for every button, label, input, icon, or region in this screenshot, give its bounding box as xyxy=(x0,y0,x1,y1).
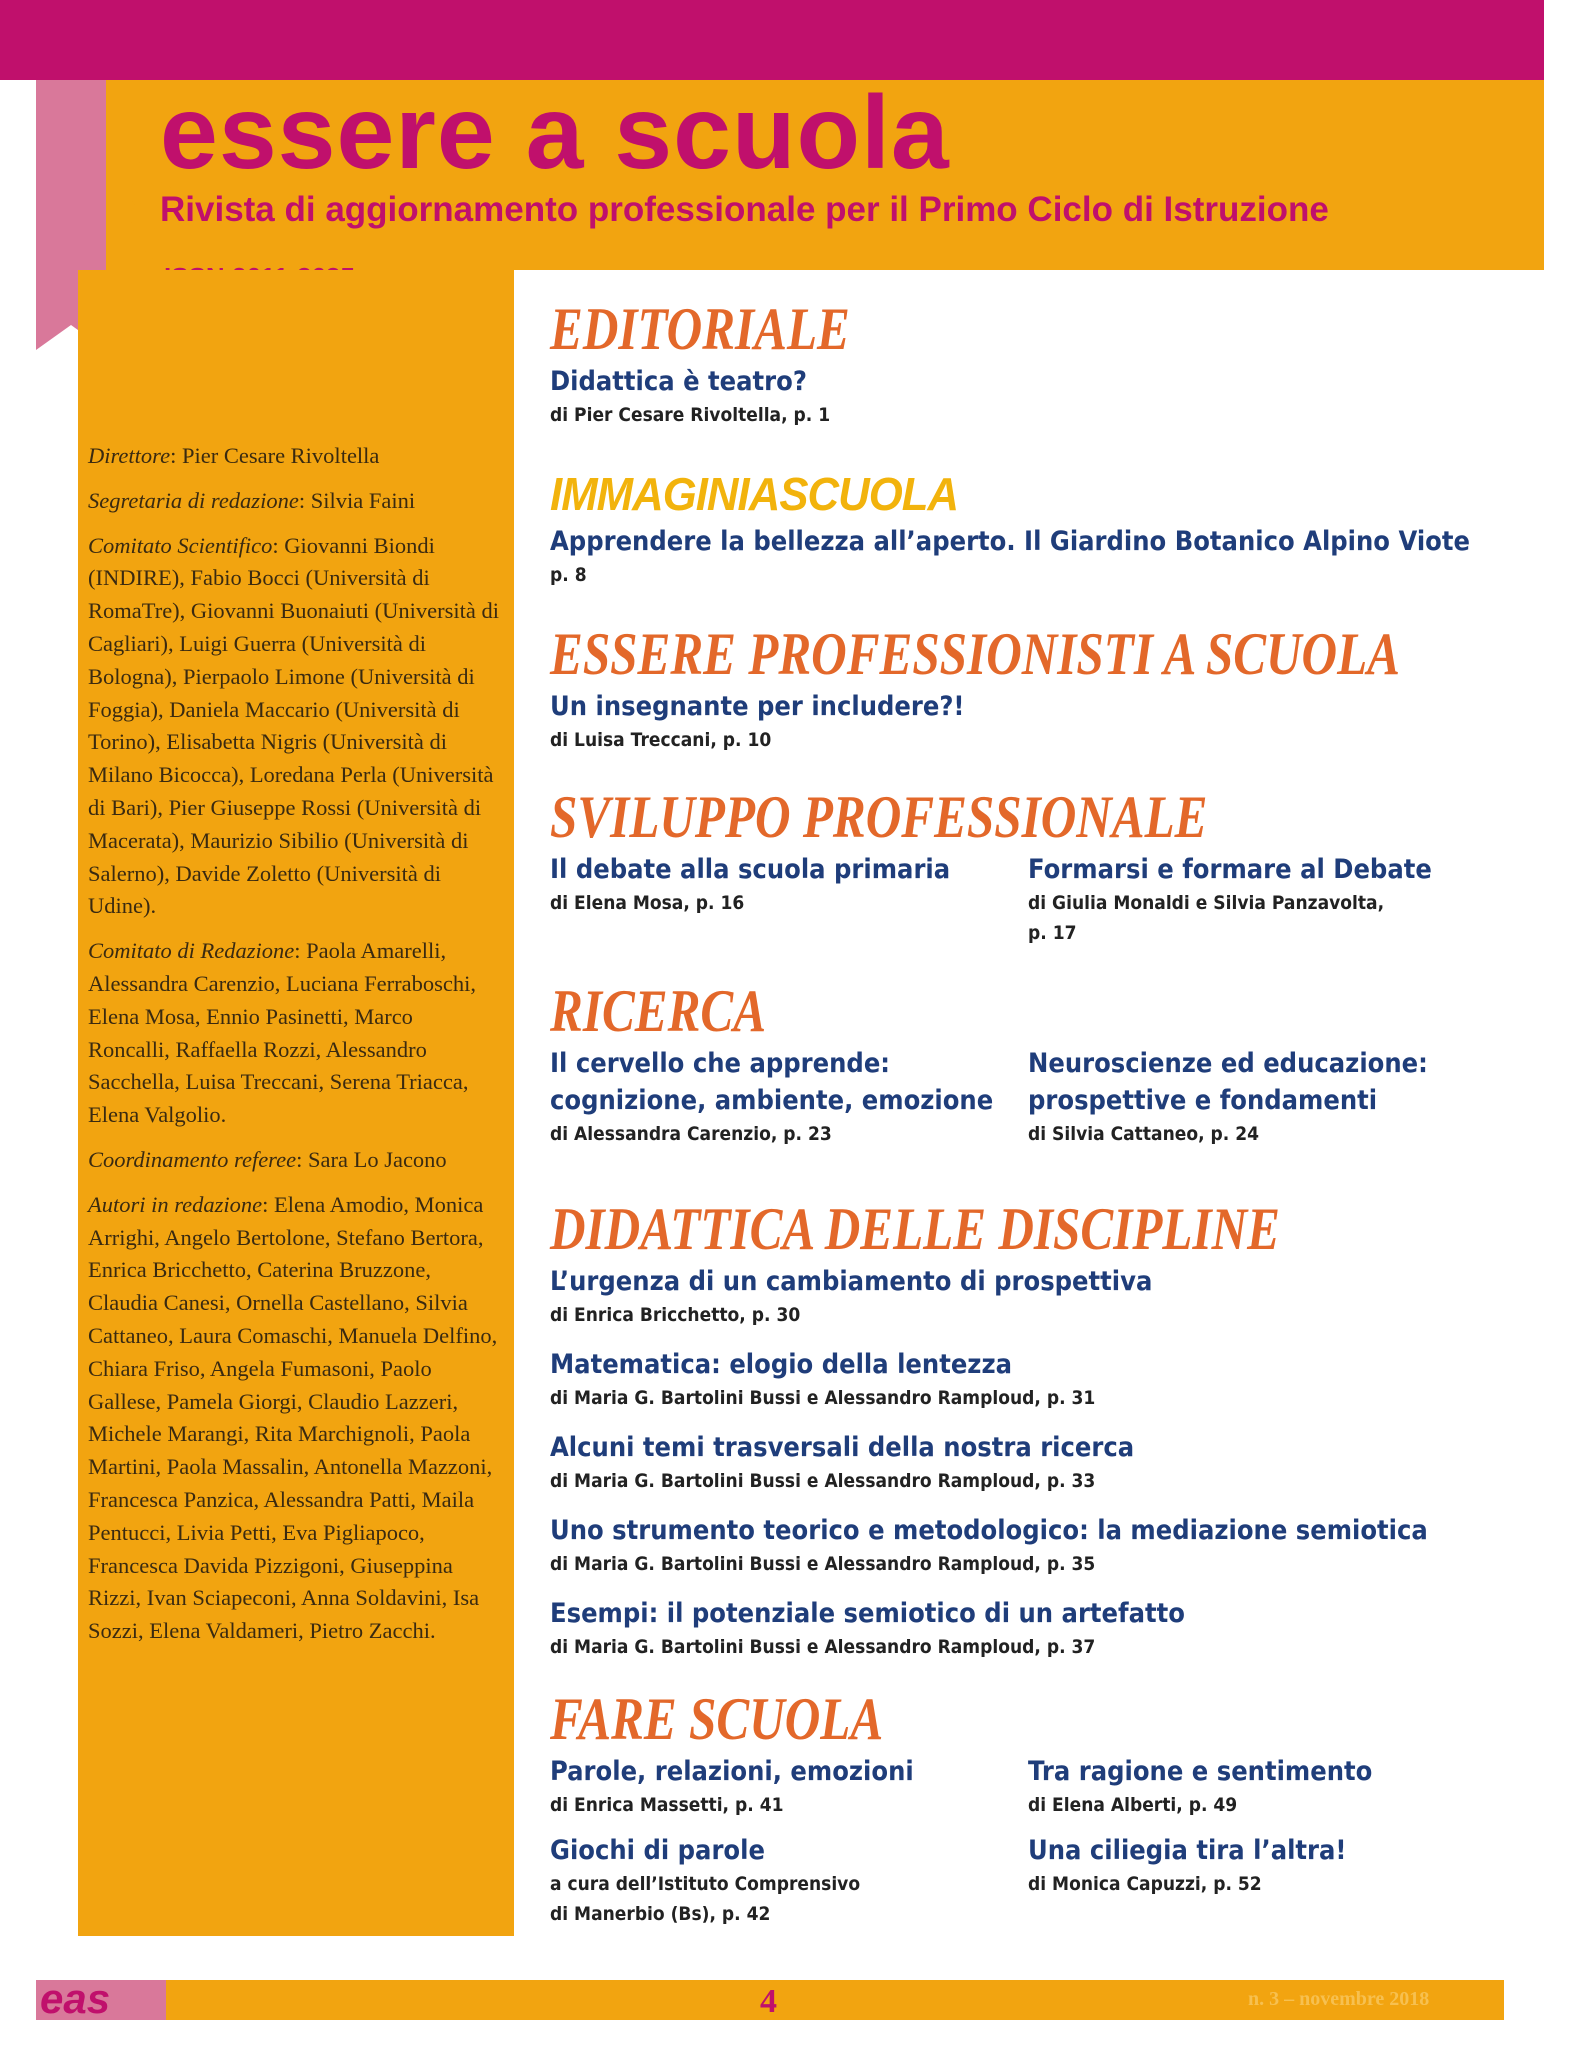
article-title[interactable]: Il cervello che apprende: xyxy=(550,1048,891,1079)
article-title[interactable]: Didattica è teatro? xyxy=(550,366,807,397)
article-title[interactable]: Tra ragione e sentimento xyxy=(1028,1756,1373,1787)
article-title[interactable]: Matematica: elogio della lentezza xyxy=(550,1349,1012,1380)
svg-text:eas: eas xyxy=(114,133,203,267)
section-title: ESSERE PROFESSIONISTI A SCUOLA xyxy=(550,621,1400,687)
article-title[interactable]: Il debate alla scuola primaria xyxy=(550,854,951,885)
masthead-margin xyxy=(0,80,40,270)
section-editoriale xyxy=(550,295,916,430)
section-professionisti xyxy=(550,620,1587,755)
top-color-bar xyxy=(0,0,1544,80)
credit-block: Segretaria di redazione: Silvia Faini xyxy=(88,487,416,513)
article-title[interactable]: Uno strumento teorico e metodologico: la mediazione semiotica xyxy=(550,1515,1428,1546)
section-title: RICERCA xyxy=(550,978,767,1044)
article-meta: di Luisa Treccani, p. 10 xyxy=(550,729,772,751)
article-meta: p. 8 xyxy=(550,564,587,586)
article-meta: di Maria G. Bartolini Bussi e Alessandro Ramploud, p. 35 xyxy=(550,1553,1096,1575)
section-title: IMMAGINIASCUOLA xyxy=(550,468,959,520)
page-number: 4 xyxy=(760,1983,777,2020)
article-meta: a cura dell’Istituto Comprensivo xyxy=(550,1873,861,1895)
article-meta: di Maria G. Bartolini Bussi e Alessandro Ramploud, p. 31 xyxy=(550,1387,1096,1409)
section-sviluppo xyxy=(550,783,1510,944)
magazine-subtitle: Rivista di aggiornamento professionale per il Primo Ciclo di Istruzione xyxy=(160,190,1329,229)
article-title[interactable]: prospettive e fondamenti xyxy=(1028,1085,1378,1116)
section-title: SVILUPPO PROFESSIONALE xyxy=(550,784,1208,850)
article-title[interactable]: Un insegnante per includere?! xyxy=(550,691,965,722)
article xyxy=(550,1512,1525,1579)
article-meta: di Maria G. Bartolini Bussi e Alessandro Ramploud, p. 37 xyxy=(550,1636,1096,1658)
article-title[interactable]: Esempi: il potenziale semiotico di un artefatto xyxy=(550,1598,1185,1629)
footer-logo: eas xyxy=(40,1975,111,2022)
article-meta: di Monica Capuzzi, p. 52 xyxy=(1028,1873,1262,1895)
article-meta: di Manerbio (Bs), p. 42 xyxy=(550,1903,771,1925)
article xyxy=(550,1429,1525,1496)
article xyxy=(550,1263,1525,1330)
magazine-title: essere a scuola xyxy=(160,75,950,191)
article xyxy=(1028,1832,1382,1899)
article-title[interactable]: Alcuni temi trasversali della nostra ricerca xyxy=(550,1432,1135,1463)
section-title: EDITORIALE xyxy=(550,296,850,362)
article-meta: di Silvia Cattaneo, p. 24 xyxy=(1028,1123,1260,1145)
article xyxy=(1028,1753,1411,1820)
credit-block: Comitato Scientifico: Giovanni Biondi (INDIRE), Fabio Bocci (Università di RomaTre), Giovanni Buonaiuti (Università di Cagliari), Luigi Guerra (Università di Bologna), Pierpaolo Limone (Università di Foggia), Daniela Maccario (Università di Torino), Elisabetta Nigris (Università di Milano Bicocca), Loredana Perla (Università di Bari), Pier Giuseppe Rossi (Università di Macerata), Maurizio Sibilio (Università di Salerno), Davide Zoletto (Università di Udine). xyxy=(88,532,499,919)
article-meta: di Elena Alberti, p. 49 xyxy=(1028,1794,1238,1816)
section-title: FARE SCUOLA xyxy=(550,1686,884,1752)
article xyxy=(1028,1045,1472,1149)
section-ricerca xyxy=(550,977,1510,1149)
article-meta: di Elena Mosa, p. 16 xyxy=(550,892,745,914)
issue-label: n. 3 – novembre 2018 xyxy=(1248,1988,1430,2010)
section-immaginiascuola xyxy=(550,465,1572,590)
article-meta: di Maria G. Bartolini Bussi e Alessandro Ramploud, p. 33 xyxy=(550,1470,1096,1492)
article-title[interactable]: Parole, relazioni, emozioni xyxy=(550,1756,914,1787)
article-title[interactable]: Apprendere la bellezza all’aperto. Il Giardino Botanico Alpino Viote xyxy=(550,526,1470,557)
credit-block: Direttore: Pier Cesare Rivoltella xyxy=(88,443,380,468)
article-title[interactable]: Formarsi e formare al Debate xyxy=(1028,854,1432,885)
credit-block: Coordinamento referee: Sara Lo Jacono xyxy=(88,1146,447,1172)
credit-block: Comitato di Redazione: Paola Amarelli, Alessandra Carenzio, Luciana Ferraboschi, Elena Mosa, Ennio Pasinetti, Marco Roncalli, Raffaella Rozzi, Alessandro Sacchella, Luisa Treccani, Serena Triacca, Elena Valgolio. xyxy=(88,938,476,1128)
credits-text xyxy=(88,440,500,1660)
article-meta: di Pier Cesare Rivoltella, p. 1 xyxy=(550,404,831,426)
article-meta: di Alessandra Carenzio, p. 23 xyxy=(550,1123,832,1145)
article-title[interactable]: Neuroscienze ed educazione: xyxy=(1028,1048,1428,1079)
article-meta: di Giulia Monaldi e Silvia Panzavolta, xyxy=(1028,892,1385,914)
section-fare-scuola xyxy=(550,1685,1510,1929)
article-title[interactable]: Giochi di parole xyxy=(550,1835,765,1866)
article-title[interactable]: L’urgenza di un cambiamento di prospettiva xyxy=(550,1266,1153,1297)
article-meta: di Enrica Massetti, p. 41 xyxy=(550,1794,784,1816)
section-didattica xyxy=(550,1195,1525,1662)
article-meta: p. 17 xyxy=(1028,922,1077,944)
article-meta: di Enrica Bricchetto, p. 30 xyxy=(550,1304,801,1326)
credit-block: Autori in redazione: Elena Amodio, Monica Arrighi, Angelo Bertolone, Stefano Bertora, Enrica Bricchetto, Caterina Bruzzone, Claudia Canesi, Ornella Castellano, Silvia Cattaneo, Laura Comaschi, Manuela Delfino, Chiara Friso, Angela Fumasoni, Paolo Gallese, Pamela Giorgi, Claudio Lazzeri, Michele Marangi, Rita Marchignoli, Paola Martini, Paola Massalin, Antonella Mazzoni, Francesca Panzica, Alessandra Patti, Maila Pentucci, Livia Petti, Eva Pigliapoco, Francesca Davida Pizzigoni, Giuseppina Rizzi, Ivan Sciapeconi, Anna Soldavini, Isa Sozzi, Elena Valdameri, Pietro Zacchi. xyxy=(88,1191,498,1644)
article xyxy=(550,1595,1525,1662)
section-title: DIDATTICA DELLE DISCIPLINE xyxy=(550,1196,1280,1262)
article xyxy=(550,1346,1525,1413)
article-title[interactable]: Una ciliegia tira l’altra! xyxy=(1028,1835,1347,1866)
article xyxy=(1028,851,1477,948)
article-title[interactable]: cognizione, ambiente, emozione xyxy=(550,1085,994,1116)
